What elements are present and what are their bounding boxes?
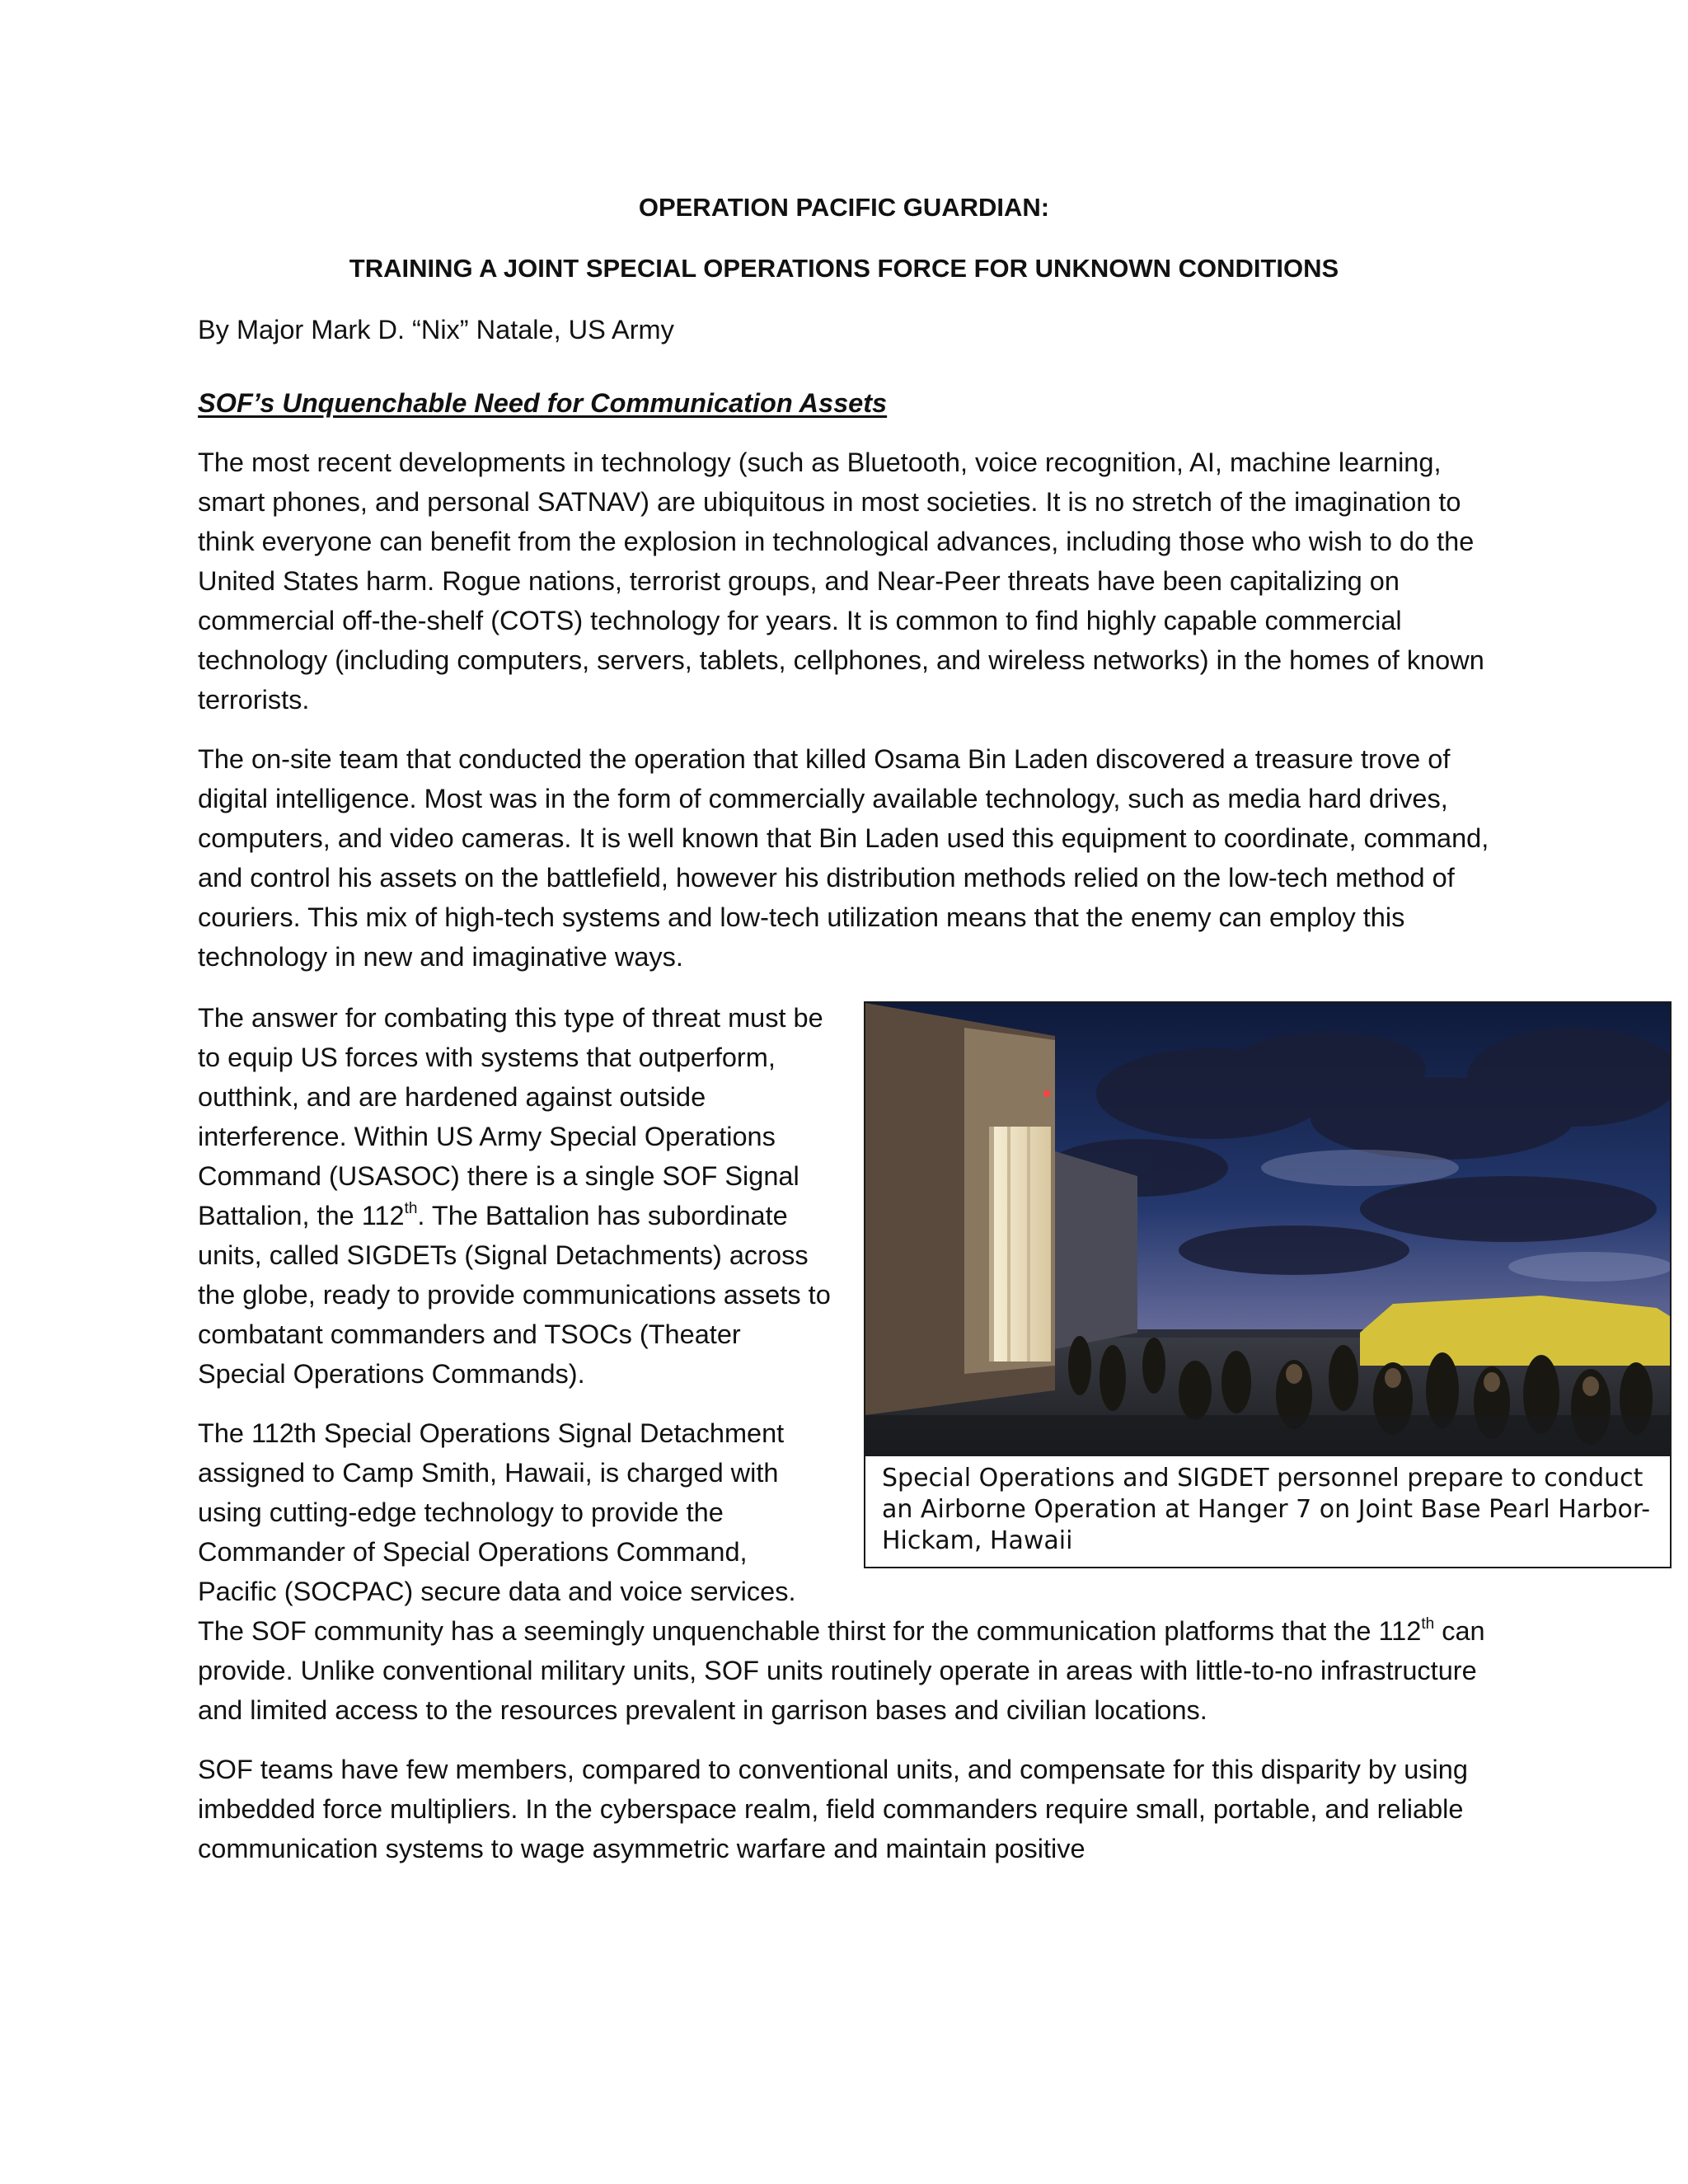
paragraph-5: SOF teams have few members, compared to conventional units, and compensate for this disparity by using imbedded force multipliers. In the cyberspace realm, field commanders require small, portable, and reliable communication systems to wage asymmetric warfare and maintain positive bbox=[198, 1755, 1468, 1863]
airborne-operation-photo bbox=[865, 1003, 1670, 1456]
paragraph-4-text-a: The 112th Special Operations Signal Detachment assigned to Camp Smith, Hawaii, is charged with using cutting-edge technology to provide the Commander of Special Operations Command, Pacific (SOCPAC) secure data and voice services. The SOF community has a seemingly unquenchable thirst for the communication platforms that the 112 bbox=[198, 1418, 1422, 1646]
paragraph-1: The most recent developments in technology (such as Bluetooth, voice recognition, AI, machine learning, smart phones, and personal SATNAV) are ubiquitous in most societies. It is no stretch of the imagination to think everyone can benefit from the explosion in technological advances, including those who wish to do the United States harm. Rogue nations, terrorist groups, and Near-Peer threats have been capitalizing on commercial off-the-shelf (COTS) technology for years. It is common to find highly capable commercial technology (including computers, servers, tablets, cellphones, and wireless networks) in the homes of known terrorists. bbox=[198, 448, 1484, 715]
paragraph-4-text-b: can provide. Unlike conventional military units, SOF units routinely operate in areas with little-to-no infrastructure and limited access to the resources prevalent in garrison bases and civilian locations. bbox=[198, 1616, 1485, 1725]
title-line-1: OPERATION PACIFIC GUARDIAN: bbox=[638, 193, 1050, 222]
section-heading: SOF’s Unquenchable Need for Communication Assets bbox=[198, 388, 888, 418]
paragraph-3-text-b: . The Battalion has subordinate units, called SIGDETs (Signal Detachments) across the globe, ready to provide communications assets to combatant commanders and TSOCs (Theater Special Operations Commands). bbox=[198, 1201, 831, 1389]
figure bbox=[864, 1001, 1672, 1568]
paragraph-3-superscript: th bbox=[404, 1200, 418, 1218]
figure-caption: Special Operations and SIGDET personnel prepare to conduct an Airborne Operation at Hanger 7 on Joint Base Pearl Harbor-Hickam, Hawaii bbox=[882, 1464, 1651, 1555]
paragraph-3-text-a: The answer for combating this type of threat must be to equip US forces with systems that outperform, outthink, and are hardened against outside interference. Within US Army Special Operations Command (USASOC) there is a single SOF Signal Battalion, the 112 bbox=[198, 1003, 823, 1230]
document-body bbox=[198, 188, 1651, 1868]
title-line-2: TRAINING A JOINT SPECIAL OPERATIONS FORCE FOR UNKNOWN CONDITIONS bbox=[349, 254, 1339, 283]
paragraph-4-superscript: th bbox=[1421, 1615, 1435, 1633]
paragraph-2: The on-site team that conducted the operation that killed Osama Bin Laden discovered a treasure trove of digital intelligence. Most was in the form of commercially available technology, such as media hard drives, computers, and video cameras. It is well known that Bin Laden used this equipment to coordinate, command, and control his assets on the battlefield, however his distribution methods relied on the low-tech method of couriers. This mix of high-tech systems and low-tech utilization means that the enemy can employ this technology in new and imaginative ways. bbox=[198, 744, 1489, 972]
figure-wrap-block bbox=[198, 998, 1651, 1730]
byline: By Major Mark D. “Nix” Natale, US Army bbox=[198, 315, 674, 344]
